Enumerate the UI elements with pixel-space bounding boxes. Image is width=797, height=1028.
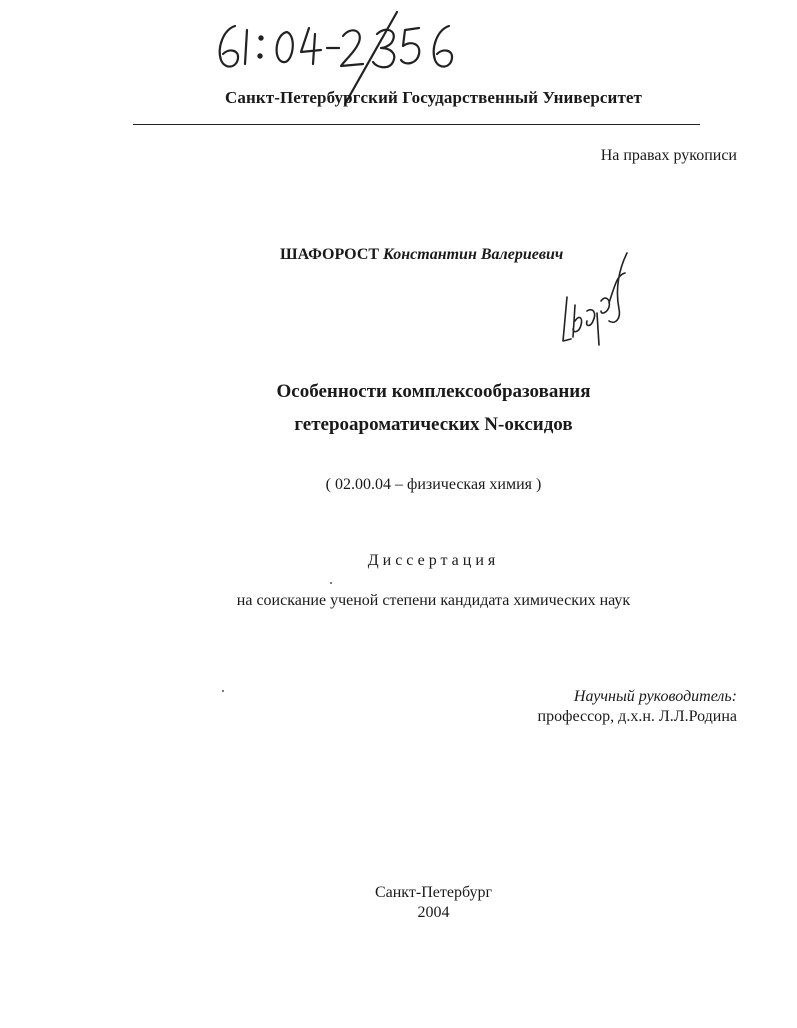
author-name	[280, 246, 563, 264]
dissertation-title-line-2: гетероароматических N-оксидов	[294, 414, 573, 435]
year: 2004	[417, 904, 450, 921]
dissertation-title-line-1: Особенности комплексообразования	[276, 381, 591, 402]
author-surname: ШАФОРОСТ	[280, 246, 380, 263]
city: Санкт-Петербург	[374, 884, 493, 901]
scan-speck	[222, 690, 224, 692]
specialty-code: ( 02.00.04 – физическая химия )	[325, 476, 542, 493]
university-name: Санкт-Петербургский Государственный Университет	[225, 88, 642, 107]
header-divider	[133, 124, 700, 125]
scan-speck	[330, 582, 332, 584]
advisor-label: Научный руководитель:	[573, 688, 737, 705]
rights-note: На правах рукописи	[600, 147, 737, 164]
advisor-name: профессор, д.х.н. Л.Л.Родина	[537, 708, 737, 725]
author-signature	[545, 245, 635, 355]
document-type: Диссертация	[367, 552, 500, 569]
degree-statement: на соискание ученой степени кандидата химических наук	[236, 592, 631, 609]
author-given-names: Константин Валериевич	[383, 246, 564, 263]
